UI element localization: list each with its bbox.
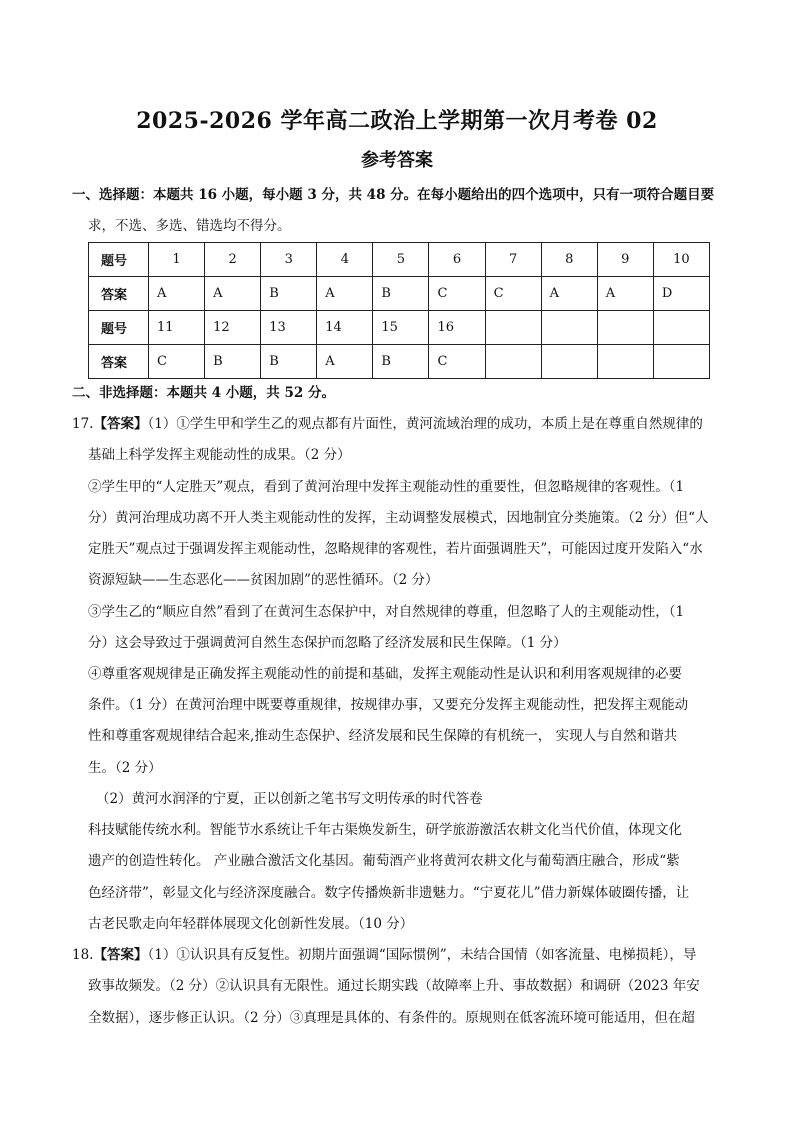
- answer-text-line: 遗产的创造性转化。 产业融合激活文化基因。葡萄酒产业将黄河农耕文化与葡萄酒庄融合，形成“紫: [88, 853, 680, 869]
- table-cell: B: [373, 345, 429, 379]
- answer-text-line: 分）这会导致过于强调黄河自然生态保护而忽略了经济发展和民生保障。（1 分）: [88, 635, 567, 651]
- table-cell: D: [653, 277, 709, 311]
- answer-table: [88, 242, 710, 379]
- section1-instruction-line1: 一、选择题：本题共 16 小题，每小题 3 分，共 48 分。在每小题给出的四个选项中，只有一项符合题目要: [72, 187, 715, 203]
- answer-text-line: ④尊重客观规律是正确发挥主观能动性的前提和基础，发挥主观能动性是认识和利用客观规律的必要: [88, 666, 682, 682]
- answer-text-line: 条件。（1 分）在黄河治理中既要尊重规律，按规律办事，又要充分发挥主观能动性，把发挥主观能动: [88, 697, 689, 713]
- question-number: 18.: [72, 947, 94, 963]
- table-cell: A: [317, 345, 373, 379]
- table-cell: 14: [317, 311, 373, 345]
- row-header-answer: 答案: [89, 345, 149, 379]
- table-cell: [597, 345, 653, 379]
- table-cell: 3: [261, 243, 317, 277]
- table-cell: [485, 345, 541, 379]
- answer-text-line: 定胜天”观点过于强调发挥主观能动性，忽略规律的客观性，若片面强调胜天”，可能因过度开发陷入“水: [88, 541, 703, 557]
- answer-text-line: 基础上科学发挥主观能动性的成果。（2 分）: [88, 447, 351, 463]
- table-row: [89, 277, 710, 311]
- table-row: [89, 345, 710, 379]
- table-cell: 7: [485, 243, 541, 277]
- table-cell: A: [317, 277, 373, 311]
- row-header-answer: 答案: [89, 277, 149, 311]
- table-cell: [653, 311, 709, 345]
- table-cell: 4: [317, 243, 373, 277]
- answer-text-line: 全数据），逐步修正认识。（2 分）③真理是具体的、有条件的。原规则在低客流环境可能适用，但在超: [88, 1010, 695, 1026]
- table-cell: 15: [373, 311, 429, 345]
- table-cell: [541, 345, 597, 379]
- section2-heading: 二、非选择题：本题共 4 小题，共 52 分。: [72, 385, 335, 401]
- table-cell: 13: [261, 311, 317, 345]
- table-cell: A: [205, 277, 261, 311]
- table-cell: A: [597, 277, 653, 311]
- page-title: 2025-2026 学年高二政治上学期第一次月考卷 02: [136, 108, 658, 134]
- table-row: [89, 311, 710, 345]
- row-header-question: 题号: [89, 243, 149, 277]
- table-cell: C: [429, 345, 485, 379]
- table-cell: B: [261, 277, 317, 311]
- answer-text-line: 致事故频发。（2 分）②认识具有无限性。通过长期实践（故障率上升、事故数据）和调研（2023 年安: [88, 978, 700, 994]
- table-cell: [541, 311, 597, 345]
- answer-text: （1）①认识具有反复性。初期片面强调“国际惯例”，未结合国情（如客流量、电梯损耗），导: [147, 947, 697, 963]
- table-cell: 9: [597, 243, 653, 277]
- table-cell: 5: [373, 243, 429, 277]
- answer-text-line: ②学生甲的“人定胜天”观点，看到了黄河治理中发挥主观能动性的重要性，但忽略规律的客观性。（1: [88, 479, 685, 495]
- page-subtitle: 参考答案: [361, 150, 433, 171]
- answer-text-line: 性和尊重客观规律结合起来,推动生态保护、经济发展和民生保障的有机统一， 实现人与自然和谐共: [88, 728, 678, 744]
- q17-first-line: [72, 415, 703, 433]
- answer-tag: 【答案】: [93, 416, 148, 432]
- table-cell: [485, 311, 541, 345]
- table-cell: 11: [149, 311, 205, 345]
- answer-text: （1）①学生甲和学生乙的观点都有片面性，黄河流域治理的成功，本质上是在尊重自然规律的: [147, 416, 703, 432]
- answer-text-line: 生。（2 分）: [88, 760, 162, 776]
- table-cell: C: [429, 277, 485, 311]
- table-cell: [653, 345, 709, 379]
- table-cell: 12: [205, 311, 261, 345]
- question-number: 17.: [72, 416, 94, 432]
- table-row: [89, 243, 710, 277]
- table-cell: 6: [429, 243, 485, 277]
- answer-text-line: 科技赋能传统水利。智能节水系统让千年古渠焕发新生，研学旅游激活农耕文化当代价值，体现文化: [88, 822, 682, 838]
- answer-text-line: 色经济带”，彰显文化与经济深度融合。数字传播焕新非遗魅力。“宁夏花儿”借力新媒体破圈传播，让: [88, 885, 690, 901]
- section1-instruction-line2: 求，不选、多选、错选均不得分。: [88, 218, 291, 234]
- table-cell: 16: [429, 311, 485, 345]
- table-cell: [597, 311, 653, 345]
- table-cell: A: [149, 277, 205, 311]
- table-cell: B: [373, 277, 429, 311]
- table-cell: 8: [541, 243, 597, 277]
- answer-text-line: （2）黄河水润泽的宁夏，正以创新之笔书写文明传承的时代答卷: [96, 791, 483, 807]
- row-header-question: 题号: [89, 311, 149, 345]
- q18-first-line: [72, 946, 696, 964]
- table-cell: B: [205, 345, 261, 379]
- table-cell: C: [485, 277, 541, 311]
- table-cell: 2: [205, 243, 261, 277]
- answer-text-line: 古老民歌走向年轻群体展现文化创新性发展。（10 分）: [88, 916, 414, 932]
- table-cell: A: [541, 277, 597, 311]
- answer-text-line: 分）黄河治理成功离不开人类主观能动性的发挥，主动调整发展模式，因地制宜分类施策。（2 分）但“人: [88, 510, 709, 526]
- table-cell: 1: [149, 243, 205, 277]
- table-cell: B: [261, 345, 317, 379]
- table-cell: 10: [653, 243, 709, 277]
- table-cell: C: [149, 345, 205, 379]
- answer-text-line: 资源短缺——生态恶化——贫困加剧”的恶性循环。（2 分）: [88, 572, 439, 588]
- answer-text-line: ③学生乙的“顺应自然”看到了在黄河生态保护中，对自然规律的尊重，但忽略了人的主观能动性，（1: [88, 604, 685, 620]
- answer-tag: 【答案】: [93, 947, 148, 963]
